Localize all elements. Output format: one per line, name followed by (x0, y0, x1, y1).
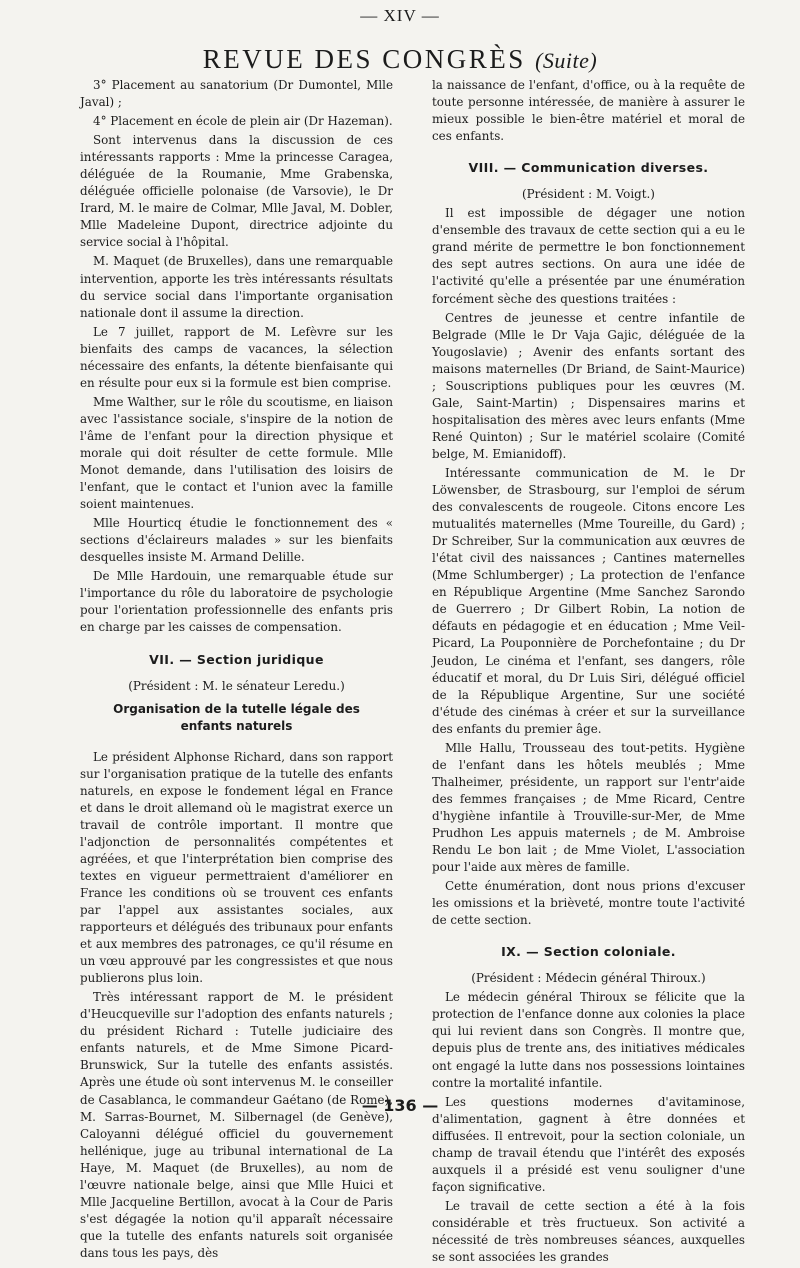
right-column (432, 77, 745, 1268)
page-number: — 136 — (361, 1096, 439, 1115)
masthead (0, 44, 800, 75)
paragraph: Mme Walther, sur le rôle du scoutisme, en liaison avec l'assistance sociale, s'inspire de la notion de l'âme de l'enfant pour la direction physique et morale qui doit résulter de cette formule. Mlle Monot demande, dans l'utilisation des loisirs de l'enfant, que le contact et l'union avec la famille soient maintenues. (80, 394, 393, 512)
list-item: 4° Placement en école de plein air (Dr Hazeman). (93, 114, 393, 129)
section-president: (Président : M. le sénateur Leredu.) (128, 678, 345, 693)
list-item: 3° Placement au sanatorium (Dr Dumontel, Mlle Javal) ; (80, 78, 393, 110)
paragraph: la naissance de l'enfant, d'office, ou à la requête de toute personne intéressée, de manière à assurer le mieux possible le bien-être matériel et moral de ces enfants. (432, 78, 745, 144)
two-column-body (80, 77, 745, 1268)
paragraph: Très intéressant rapport de M. le président d'Heucqueville sur l'adoption des enfants naturels ; du président Richard : Tutelle judiciaire des enfants naturels, et de Mme Simone Picard-Brunswick, Sur la tutelle des enfants assistés. Après une étude où sont intervenus M. le conseiller de Casablanca, le commandeur Gaétano (de Rome), M. Sarras-Bournet, M. Silbernagel (de Genève), Caloyanni délégué officiel du gouvernement hellénique, juge au tribunal international de La Haye, M. Maquet (de Bruxelles), au nom de l'œuvre nationale belge, ainsi que Mlle Huici et Mlle Jacqueline Bertillon, avocat à la Cour de Paris s'est dégagée la notion qu'il apparaît nécessaire que la tutelle des enfants naturels soit organisée dans tous les pays, dès (80, 990, 393, 1260)
section-heading: VIII. — Communication diverses. (468, 160, 709, 176)
section-president: (Président : Médecin général Thiroux.) (471, 971, 706, 986)
section-heading: IX. — Section coloniale. (501, 944, 676, 960)
paragraph: Sont intervenus dans la discussion de ces intéressants rapports : Mme la princesse Caragea, déléguée de la Roumanie, Mme Grabenska, déléguée officielle polonaise (de Varsovie), le Dr Irard, M. le maire de Colmar, Mlle Javal, M. Dobler, Mlle Madeleine Dupont, directrice adjointe du service social à l'hôpital. (80, 133, 393, 250)
masthead-suffix: (Suite) (535, 48, 598, 73)
roman-page-number: — XIV — (360, 6, 440, 25)
paragraph: M. Maquet (de Bruxelles), dans une remarquable intervention, apporte les très intéressants résultats du service social dans l'importante organisation nationale dont il assume la direction. (80, 254, 393, 320)
paragraph: Le médecin général Thiroux se félicite que la protection de l'enfance donne aux colonies la place qui lui revient dans son Congrès. Il montre que, depuis plus de trente ans, des initiatives médicales ont engagé la lutte dans nos possessions lointaines contre la mortalité infantile. (432, 990, 745, 1090)
section-subheading: Organisation de la tutelle légale des enfants naturels (113, 701, 360, 733)
paragraph: Centres de jeunesse et centre infantile de Belgrade (Mlle le Dr Vaja Gajic, déléguée de la Yougoslavie) ; Avenir des enfants sortant des maisons maternelles (Dr Briand, de Saint-Maurice) ; Souscriptions publiques pour les œuvres (M. Gale, Saint-Martin) ; Dispensaires marins et hospitalisation des mères avec leurs enfants (Mme René Quinton) ; Sur le matériel scolaire (Comité belge, M. Emianidoff). (432, 310, 745, 461)
paragraph: Le travail de cette section a été à la fois considérable et très fructueux. Son activité a nécessité de très nombreuses séances, auxquelles se sont associées les grandes (432, 1198, 745, 1265)
paragraph: Les questions modernes d'avitaminose, d'alimentation, gagnent à être données et diffusées. Il entrevoit, pour la section coloniale, un champ de travail étendu que l'intérêt des exposés auxquels il a présidé est venu souligner d'une façon significative. (432, 1094, 745, 1194)
paragraph: Mlle Hallu, Trousseau des tout-petits. Hygiène de l'enfant dans les hôtels meublés ; Mme Thalheimer, présidente, un rapport sur l'entr'aide des femmes françaises ; de Mme Ricard, Centre d'hygiène infantile à Trouville-sur-Mer, de Mme Prudhon Les appuis maternels ; de M. Ambroise Rendu Le bon lait ; de Mme Violet, L'association pour l'aide aux mères de famille. (432, 740, 745, 875)
paragraph: Le 7 juillet, rapport de M. Lefèvre sur les bienfaits des camps de vacances, la sélection nécessaire des enfants, la détente bienfaisante qui en résulte pour eux si la formule est bien comprise. (80, 324, 393, 390)
paragraph: Intéressante communication de M. le Dr Löwensber, de Strasbourg, sur l'emploi de sérum des convalescents de rougeole. Citons encore Les mutualités maternelles (Mme Toureille, du Gard) ; Dr Schreiber, Sur la communication aux œuvres de l'état civil des naissances ; Cantines maternelles (Mme Schlumberger) ; La protection de l'enfance en République Argentine (Mme Sanchez Sarondo de Guerrero ; Dr Gilbert Robin, La notion de défauts en pédagogie et en éducation ; Mme Veil-Picard, La Pouponnière de Porchefontaine ; du Dr Jeudon, Le cinéma et l'enfant, ses dangers, rôle éducatif et moral, du Dr Luis Siri, délégué officiel de la République Argentine, Sur une société d'étude des cinémas à créer et sur la surveillance des enfants du premier âge. (432, 465, 745, 736)
masthead-title: REVUE DES CONGRÈS (202, 44, 526, 74)
paragraph: Le président Alphonse Richard, dans son rapport sur l'organisation pratique de la tutelle des enfants naturels, en expose le fondement légal en France et dans le droit allemand où le magistrat exerce un travail de contrôle important. Il montre que l'adjonction de personnalités compétentes et agréées, et que l'interprétation bien comprise des textes en vigueur permettraient d'améliorer en France les conditions où se trouvent ces enfants par l'appel aux assistantes sociales, aux rapporteurs et délégués des tribunaux pour enfants et aux membres des patronages, ce qu'il résume en un vœu approuvé par les congressistes et que nous publierons plus loin. (80, 749, 393, 986)
left-column (80, 77, 393, 1268)
paragraph: Cette énumération, dont nous prions d'excuser les omissions et la brièveté, montre toute l'activité de cette section. (432, 879, 745, 928)
section-heading: VII. — Section juridique (149, 651, 324, 667)
section-president: (Président : M. Voigt.) (522, 187, 655, 202)
paragraph: De Mlle Hardouin, une remarquable étude sur l'importance du rôle du laboratoire de psychologie pour l'orientation professionnelle des enfants pris en charge par les caisses de compensation. (80, 569, 393, 635)
paragraph: Il est impossible de dégager une notion d'ensemble des travaux de cette section qui a eu le grand mérite de permettre le bon fonctionnement des sept autres sections. On aura une idée de l'activité qu'elle a présentée par une énumération forcément sèche des questions traitées : (432, 206, 745, 306)
paragraph: Mlle Hourticq étudie le fonctionnement des « sections d'éclaireurs malades » sur les bienfaits desquelles insiste M. Armand Delille. (80, 516, 393, 565)
